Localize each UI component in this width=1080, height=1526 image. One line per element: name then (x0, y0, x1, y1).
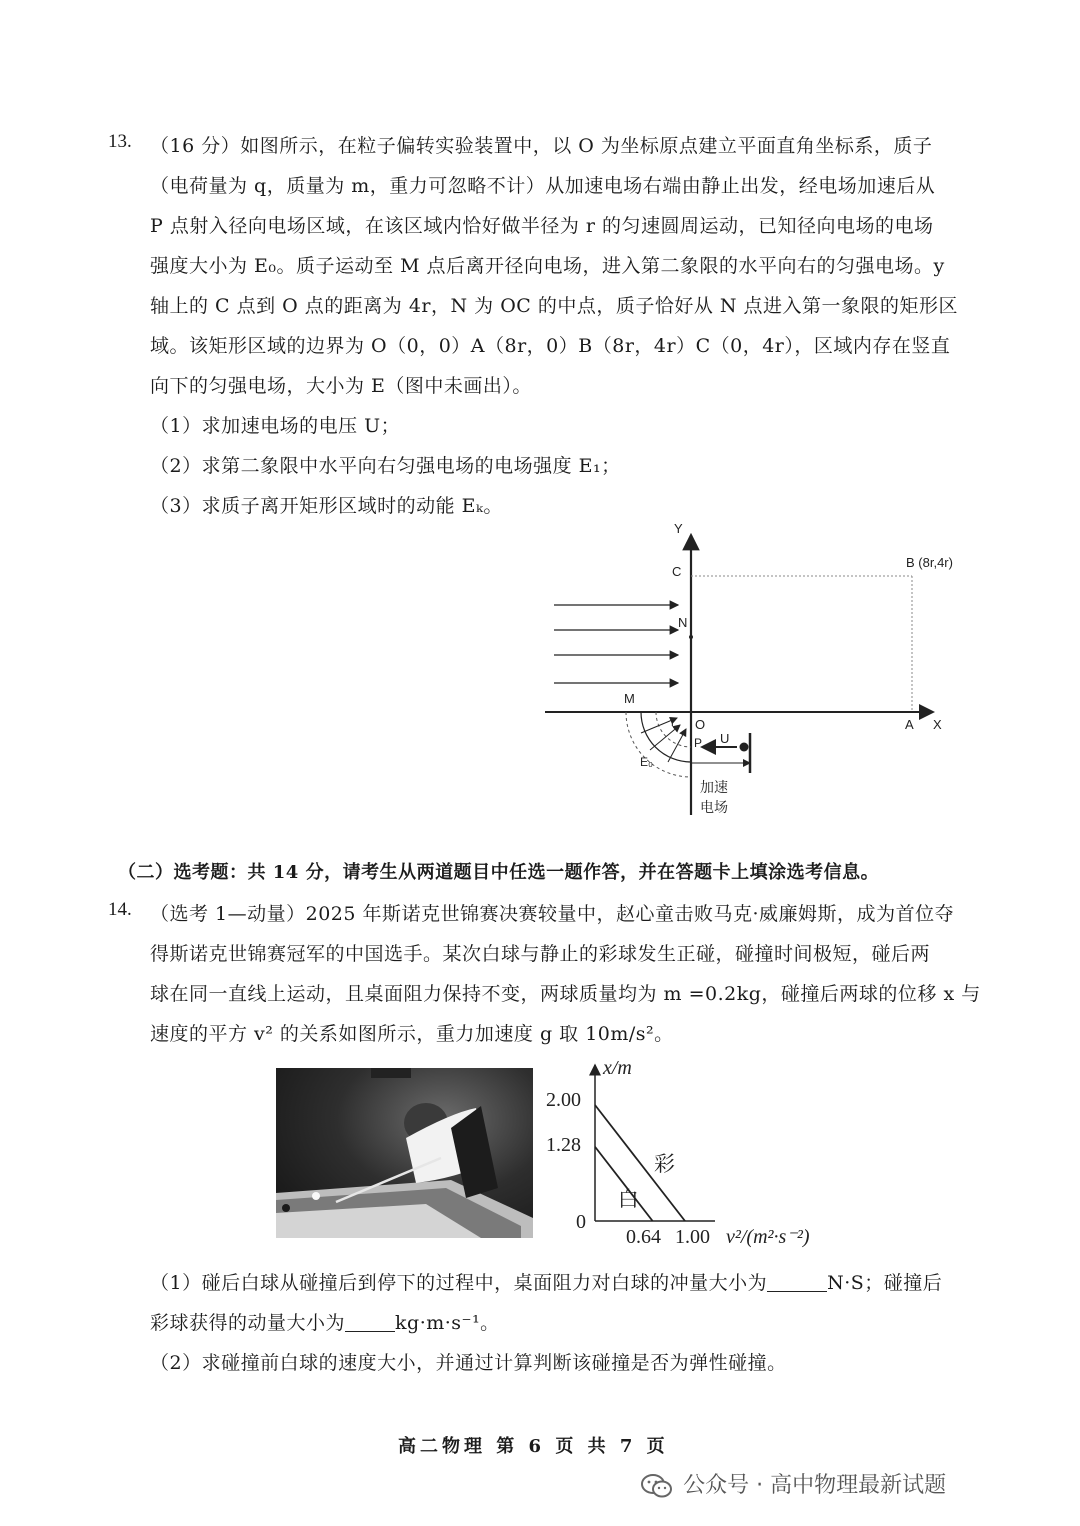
q13-subquestion-2: （2）求第二象限中水平向右匀强电场的电场强度 E₁； (150, 455, 621, 477)
point-p-label: P (694, 736, 703, 750)
chart-x-tick-1.00: 1.00 (675, 1226, 710, 1248)
wechat-icon (640, 1472, 674, 1500)
q13-subquestion-1: （1）求加速电场的电压 U； (150, 415, 401, 437)
q14-subquestion-2: （2）求碰撞前白球的速度大小，并通过计算判断该碰撞是否为弹性碰撞。 (150, 1352, 787, 1374)
radial-field-line (668, 729, 686, 762)
accel-label-line1: 加速 (700, 779, 728, 795)
q13-line-7: 向下的匀强电场，大小为 E（图中未画出）。 (150, 375, 532, 397)
answer-blank-momentum[interactable] (345, 1331, 395, 1332)
q14-sub1-text-b: N·S；碰撞后 (827, 1272, 943, 1294)
q13-subquestion-3: （3）求质子离开矩形区域时的动能 Eₖ。 (150, 495, 503, 517)
chart-y-tick-1.28: 1.28 (546, 1134, 581, 1156)
field-e0-label: E₀ (640, 755, 653, 769)
x-axis-label: X (933, 717, 942, 732)
q14-line-2: 得斯诺克世锦赛冠军的中国选手。某次白球与静止的彩球发生正碰，碰撞时间极短，碰后两 (150, 943, 931, 965)
section-header: （二）选考题：共 14 分，请考生从两道题目中任选一题作答，并在答题卡上填涂选考信息。 (118, 862, 880, 883)
chart-x-label: v²/(m²·s⁻²) (726, 1226, 810, 1248)
q14-subquestion-1-cont (150, 1308, 500, 1335)
question-13-number: 13. (108, 131, 132, 152)
q14-sub1-text-d: kg·m·s⁻¹。 (395, 1312, 500, 1334)
point-m-label: M (624, 691, 635, 706)
radius-label: r (671, 715, 675, 729)
voltage-label: U (720, 731, 730, 746)
radial-field-line (650, 725, 680, 750)
point-a-label: A (905, 717, 914, 732)
q13-line-5: 轴上的 C 点到 O 点的距离为 4r，N 为 OC 的中点，质子恰好从 N 点进入第一象限的矩形区 (150, 295, 959, 317)
q14-line-1: （选考 1—动量）2025 年斯诺克世锦赛决赛较量中，赵心童击败马克·威廉姆斯，成为首位夺 (150, 903, 955, 925)
point-c-label: C (672, 564, 682, 579)
radial-arc-outer (626, 712, 691, 777)
q14-sub1-text-a: （1）碰后白球从碰撞后到停下的过程中，桌面阻力对白球的冲量大小为 (150, 1272, 768, 1294)
q13-line-2: （电荷量为 q，质量为 m，重力可忽略不计）从加速电场右端由静止出发，经电场加速后从 (150, 175, 936, 197)
q14-sub1-text-c: 彩球获得的动量大小为 (150, 1312, 346, 1334)
question-14-number: 14. (108, 899, 132, 920)
chart-x-tick-0.64: 0.64 (626, 1226, 661, 1248)
page-footer: 高二物理 第 6 页 共 7 页 (398, 1436, 669, 1457)
q13-line-1: （16 分）如图所示，在粒子偏转实验装置中，以 O 为坐标原点建立平面直角坐标系，质子 (150, 135, 933, 157)
q13-figure (540, 515, 980, 825)
origin-label: O (695, 717, 706, 732)
watermark (640, 1466, 947, 1500)
q13-line-3: P 点射入径向电场区域，在该区域内恰好做半径为 r 的匀速圆周运动，已知径向电场的电场 (150, 215, 934, 237)
chart-y-tick-0: 0 (576, 1211, 586, 1233)
accel-label-line2: 电场 (700, 799, 728, 815)
q14-subquestion-1 (150, 1268, 942, 1295)
q13-line-6: 域。该矩形区域的边界为 O（0，0）A（8r，0）B（8r，4r）C（0，4r），区域内存在竖直 (150, 335, 951, 357)
series-label-white-ball: 白 (617, 1186, 639, 1211)
q14-line-4: 速度的平方 v² 的关系如图所示，重力加速度 g 取 10m/s²。 (150, 1023, 674, 1045)
q13-line-4: 强度大小为 E₀。质子运动至 M 点后离开径向电场，进入第二象限的水平向右的匀强电场。y (150, 255, 945, 277)
point-b-label: B (8r,4r) (906, 555, 953, 570)
watermark-text: 公众号 · 高中物理最新试题 (683, 1473, 947, 1498)
series-label-colored-ball: 彩 (654, 1152, 675, 1176)
snooker-photo (276, 1068, 533, 1238)
q14-line-3: 球在同一直线上运动，且桌面阻力保持不变，两球质量均为 m =0.2kg，碰撞后两球的位移 x 与 (150, 983, 981, 1005)
chart-y-label: x/m (603, 1057, 632, 1079)
y-axis-label: Y (674, 521, 683, 536)
proton-dot (740, 743, 749, 752)
chart-series-layer (595, 1105, 685, 1221)
point-n-label: N (678, 615, 688, 630)
answer-blank-impulse[interactable] (767, 1291, 827, 1292)
xv2-chart (540, 1050, 870, 1255)
chart-y-tick-2.00: 2.00 (546, 1089, 581, 1111)
point-n-dot (689, 635, 693, 639)
